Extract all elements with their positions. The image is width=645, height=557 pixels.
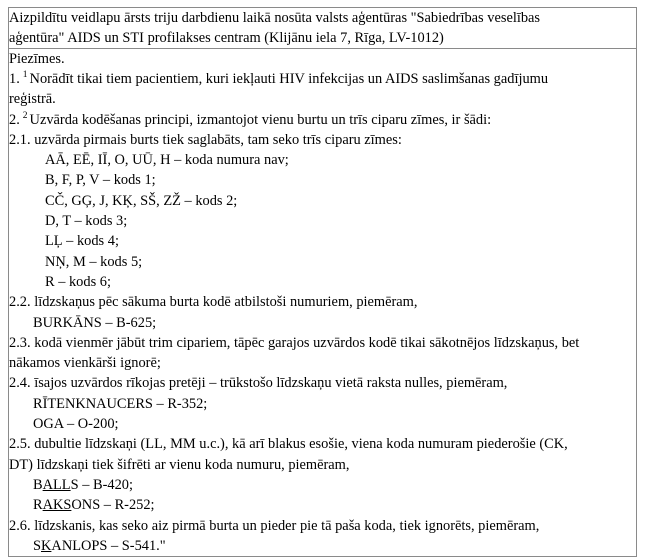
example-skanlops-prefix: S	[33, 537, 42, 554]
header-cell	[9, 8, 637, 49]
note-item-2-5	[9, 434, 636, 454]
note-item-2-5-number: 2.5.	[9, 436, 31, 453]
note-item-2	[9, 110, 636, 130]
note-item-2-3-text: kodā vienmēr jābūt trim cipariem, tāpēc garajos uzvārdos kodē tikai sākotnējos līdzskaņus, bet	[34, 334, 580, 351]
header-row	[9, 8, 637, 49]
note-item-2-1-text: uzvārda pirmais burts tiek saglabāts, tam seko trīs ciparu zīmes:	[34, 131, 402, 148]
example-skanlops-suffix: ANLOPS – S-541."	[51, 537, 166, 554]
note-item-1-text: Norādīt tikai tiem pacientiem, kuri iekļauti HIV infekcijas un AIDS saslimšanas gadījumu	[29, 71, 549, 87]
footnote-marker-2: 2	[22, 110, 28, 121]
notes-heading: Piezīmes.	[9, 51, 65, 67]
note-item-1	[9, 69, 636, 89]
example-oga: OGA – O-200;	[33, 416, 119, 433]
header-line-1: Aizpildītu veidlapu ārsts triju darbdienu laikā nosūta valsts aģentūras "Sabiedrības veselības	[9, 10, 541, 26]
example-burkans: BURKĀNS – B-625;	[33, 314, 157, 331]
note-item-2-4-number: 2.4.	[9, 375, 31, 392]
notes-row	[9, 49, 637, 557]
code-rule-0: AĀ, EĒ, IĪ, O, UŪ, H – koda numura nav;	[45, 152, 289, 169]
note-item-2-1	[9, 130, 636, 150]
note-item-2-number: 2.	[9, 111, 20, 128]
example-raksons	[9, 495, 636, 515]
note-item-2-3-continuation: nākamos vienkārši ignorē;	[9, 355, 161, 372]
example-balls-prefix: B	[33, 476, 43, 493]
code-rule-5: NŅ, M – kods 5;	[45, 253, 143, 270]
note-item-2-5-continuation: DT) līdzskaņi tiek šifrēti ar vienu koda numuru, piemēram,	[9, 456, 350, 473]
note-item-2-3	[9, 333, 636, 353]
code-rule-1: B, F, P, V – kods 1;	[45, 172, 156, 189]
note-item-2-4	[9, 373, 636, 393]
note-item-2-2-number: 2.2.	[9, 294, 31, 311]
note-item-2-text: Uzvārda kodēšanas principi, izmantojot vienu burtu un trīs ciparu zīmes, ir šādi:	[29, 111, 492, 128]
note-item-2-6-number: 2.6.	[9, 517, 31, 534]
example-ritenknaucers: RĪTENKNAUCERS – R-352;	[33, 395, 208, 412]
example-skanlops-underlined: K	[41, 537, 52, 554]
code-rule-4: LĻ – kods 4;	[45, 233, 119, 250]
note-item-2-2	[9, 292, 636, 312]
example-balls-suffix: S – B-420;	[70, 476, 133, 493]
note-item-2-6-text: līdzskanis, kas seko aiz pirmā burta un pieder pie tā paša koda, tiek ignorēts, piemēram,	[34, 517, 540, 534]
note-item-1-continuation: reģistrā.	[9, 91, 56, 108]
example-raksons-suffix: ONS – R-252;	[71, 497, 155, 514]
note-item-2-4-text: īsajos uzvārdos rīkojas pretēji – trūkstošo līdzskaņu vietā raksta nulles, piemēram,	[34, 375, 508, 392]
code-rule-6: R – kods 6;	[45, 273, 111, 290]
note-item-2-5-text: dubultie līdzskaņi (LL, MM u.c.), kā arī blakus esošie, viena koda numuram piederošie (CK,	[34, 436, 568, 453]
example-skanlops	[9, 536, 636, 556]
notes-cell	[9, 49, 637, 557]
notes-table	[8, 7, 637, 557]
note-item-2-6	[9, 516, 636, 536]
example-balls	[9, 475, 636, 495]
note-item-2-1-number: 2.1.	[9, 131, 31, 148]
example-raksons-underlined: AKS	[42, 497, 72, 514]
note-item-1-number: 1.	[9, 71, 20, 87]
note-item-2-3-number: 2.3.	[9, 334, 31, 351]
code-rule-2: CČ, GĢ, J, KĶ, SŠ, ZŽ – kods 2;	[45, 192, 238, 209]
header-line-2: aģentūra" AIDS un STI profilakses centram (Klijānu iela 7, Rīga, LV-1012)	[9, 30, 444, 46]
example-raksons-prefix: R	[33, 497, 43, 514]
example-balls-underlined: ALL	[42, 476, 71, 493]
code-rule-3: D, T – kods 3;	[45, 213, 128, 230]
note-item-2-2-text: līdzskaņus pēc sākuma burta kodē atbilstoši numuriem, piemēram,	[34, 294, 418, 311]
footnote-marker-1: 1	[22, 70, 28, 81]
